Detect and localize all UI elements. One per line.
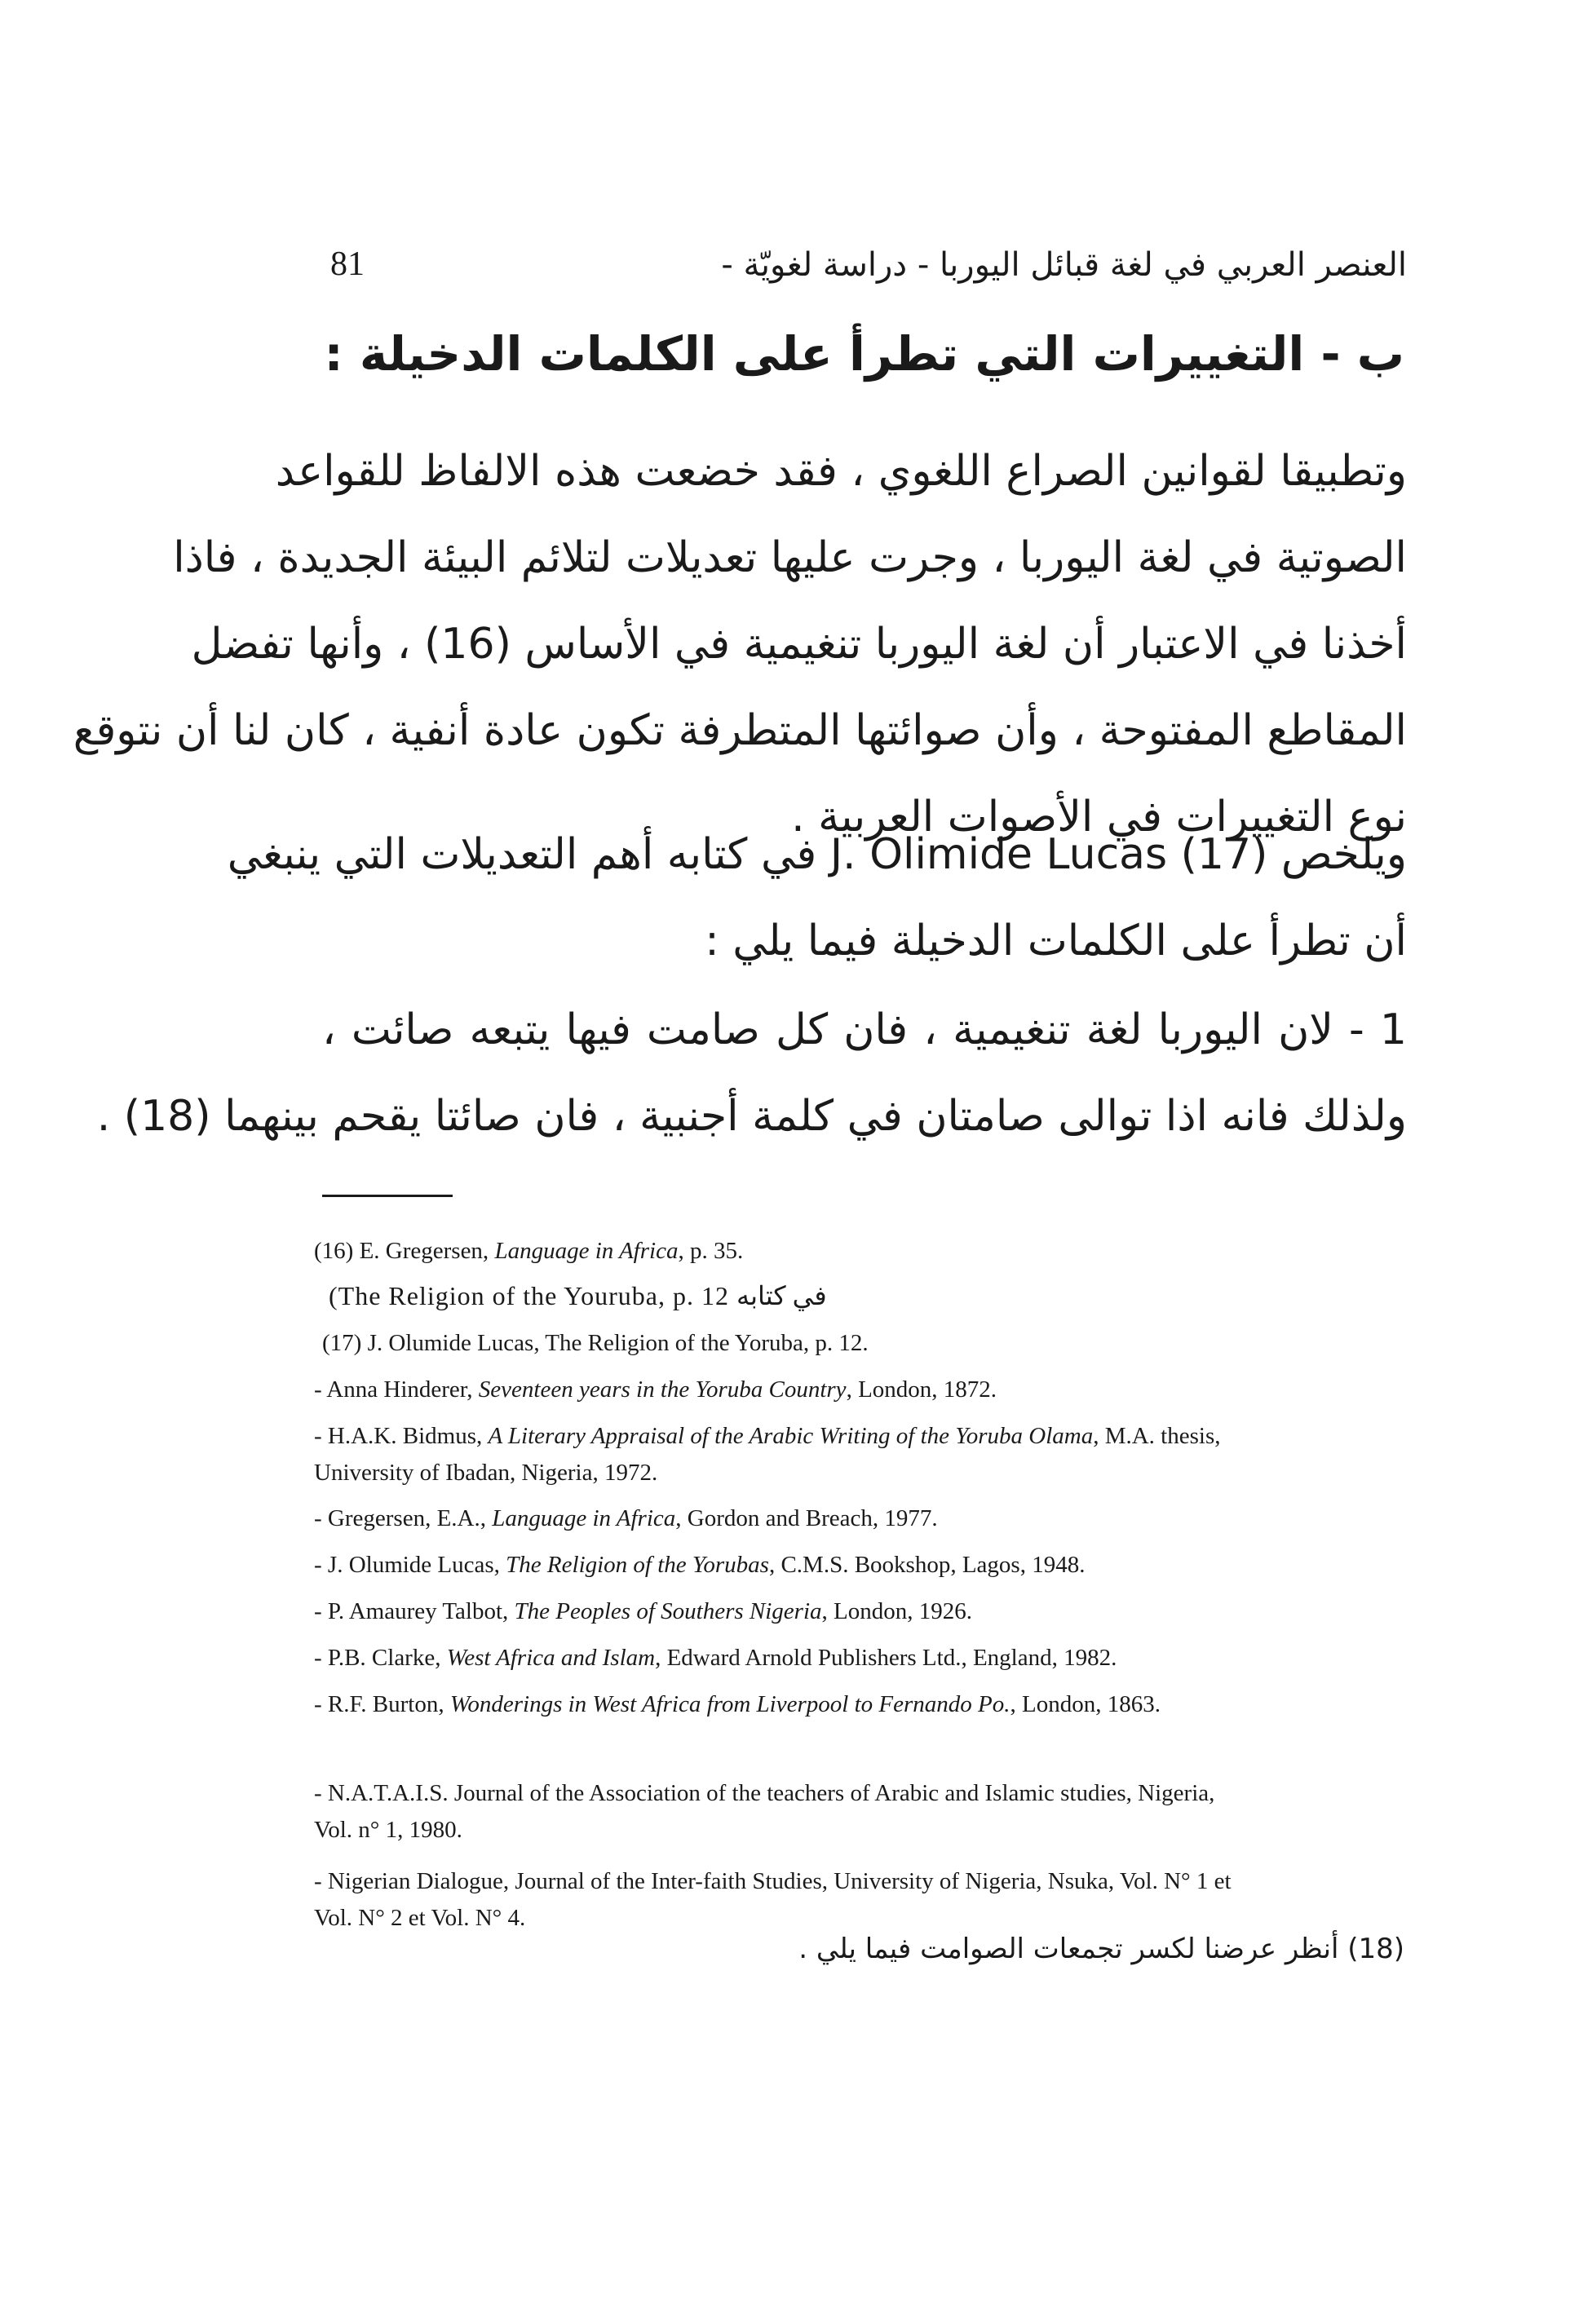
bib-text: University of Ibadan, Nigeria, 1972. [314, 1460, 658, 1486]
bibliography-item [314, 1503, 1415, 1534]
bibliography-item [314, 1866, 1415, 1897]
text-line: الصوتية في لغة اليوربا ، وجرت عليها تعديلات لتلائم البيئة الجديدة ، فاذا [173, 533, 1407, 582]
paragraph-2 [227, 811, 1407, 984]
footnote-text: , p. 35. [678, 1238, 744, 1264]
bibliography-item [314, 1374, 1415, 1405]
text-line: 1 - لان اليوربا لغة تنغيمية ، فان كل صامت فيها يتبعه صائت ، [322, 1005, 1407, 1054]
bib-author: - Anna Hinderer, [314, 1376, 479, 1403]
bibliography-item [314, 1420, 1415, 1451]
text-line: نوع التغييرات في الأصوات العربية . [791, 793, 1407, 842]
text-line: أن تطرأ على الكلمات الدخيلة فيما يلي : [705, 917, 1407, 965]
text-line: المقاطع المفتوحة ، وأن صوائتها المتطرفة تكون عادة أنفية ، كان لنا أن نتوقع [73, 706, 1407, 755]
bib-title: The Peoples of Southers Nigeria [514, 1598, 822, 1624]
footnote-separator [322, 1195, 453, 1197]
bib-title: Language in Africa [492, 1505, 676, 1531]
bibliography-item [314, 1596, 1415, 1627]
bib-publication: , C.M.S. Bookshop, Lagos, 1948. [768, 1552, 1086, 1578]
section-heading: ب - التغييرات التي تطرأ على الكلمات الدخيلة : [324, 326, 1404, 382]
bibliography-item [314, 1457, 1415, 1488]
bib-title: The Religion of the Yorubas [506, 1552, 769, 1578]
bibliography-item [314, 1642, 1415, 1673]
bib-title: Wonderings in West Africa from Liverpool to Fernando Po. [449, 1691, 1010, 1717]
footnote-book-title: Language in Africa [494, 1238, 679, 1264]
bib-publication: , London, 1872. [846, 1376, 997, 1403]
bib-publication: , London, 1926. [821, 1598, 972, 1624]
bib-author: - Gregersen, E.A., [314, 1505, 493, 1531]
footnote-18: (18) أنظر عرضنا لكسر تجمعات الصوامت فيما يلي . [798, 1933, 1404, 1965]
bib-title: A Literary Appraisal of the Arabic Writing of the Yoruba Olama [488, 1423, 1094, 1449]
footnote-16 [314, 1235, 1415, 1266]
bibliography-item [314, 1778, 1415, 1809]
bib-publication: , London, 1863. [1010, 1691, 1161, 1717]
bib-author: - P. Amaurey Talbot, [314, 1598, 515, 1624]
bib-text: - Nigerian Dialogue, Journal of the Inter-faith Studies, University of Nigeria, Nsuka, Vol. N° 1 et [314, 1868, 1232, 1894]
text-line: ويلخص J. Olimide Lucas (17) في كتابه أهم التعديلات التي ينبغي [227, 830, 1407, 879]
bib-author: - H.A.K. Bidmus, [314, 1423, 489, 1449]
bibliography-item [314, 1689, 1415, 1720]
bib-text: Vol. N° 2 et Vol. N° 4. [314, 1905, 526, 1931]
running-header [322, 236, 1407, 310]
bib-text: - N.A.T.A.I.S. Journal of the Association of the teachers of Arabic and Islamic studies, Nigeria, [314, 1780, 1215, 1806]
bib-text: Vol. n° 1, 1980. [314, 1817, 462, 1843]
bib-publication: , Gordon and Breach, 1977. [675, 1505, 938, 1531]
paragraph-1 [73, 428, 1407, 860]
bib-publication: , Edward Arnold Publishers Ltd., England, 1982. [655, 1645, 1117, 1671]
text-line: أخذنا في الاعتبار أن لغة اليوربا تنغيمية في الأساس (16) ، وأنها تفضل [191, 620, 1407, 669]
bib-author: - R.F. Burton, [314, 1691, 450, 1717]
text-line: ولذلك فانه اذا توالى صامتان في كلمة أجنبية ، فان صائتا يقحم بينهما (18) . [96, 1092, 1407, 1141]
running-title: العنصر العربي في لغة قبائل اليوربا - دراسة لغويّة - [721, 246, 1407, 284]
bibliography-item [314, 1814, 1415, 1845]
bibliography-item [314, 1549, 1415, 1580]
footnote-text: (16) E. Gregersen, [314, 1238, 495, 1264]
footnote-16-note: (The Religion of the Youruba, p. 12 في كتابه [329, 1281, 827, 1310]
paragraph-3 [96, 987, 1407, 1160]
bib-title: Seventeen years in the Yoruba Country [478, 1376, 847, 1403]
text-line: وتطبيقا لقوانين الصراع اللغوي ، فقد خضعت هذه الالفاظ للقواعد [275, 447, 1407, 496]
bib-title: West Africa and Islam [446, 1645, 656, 1671]
bibliography-item [314, 1902, 1415, 1933]
bib-author: - P.B. Clarke, [314, 1645, 447, 1671]
bib-author: - J. Olumide Lucas, [314, 1552, 506, 1578]
footnote-17: (17) J. Olumide Lucas, The Religion of the Yoruba, p. 12. [322, 1330, 869, 1356]
bib-publication: , M.A. thesis, [1093, 1423, 1221, 1449]
page-number: 81 [330, 245, 365, 283]
